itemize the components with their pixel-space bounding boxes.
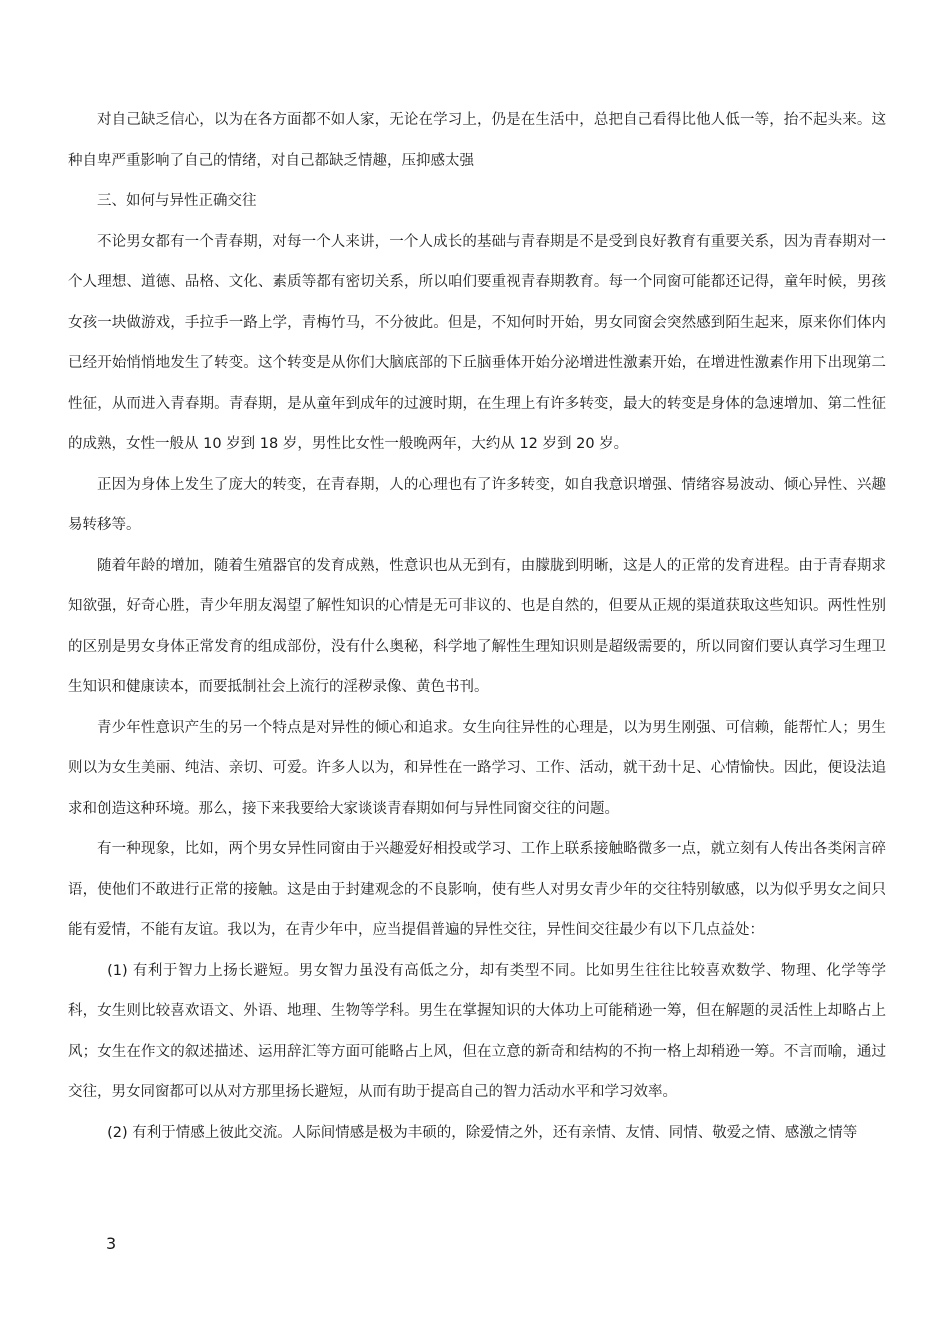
paragraph-psychological-change: 正因为身体上发生了庞大的转变，在青春期，人的心理也有了许多转变，如自我意识增强、情绪容易波动、倾心异性、兴趣易转移等。 bbox=[68, 476, 886, 533]
page-number: 3 bbox=[106, 1234, 117, 1253]
paragraph-puberty: 不论男女都有一个青春期，对每一个人来讲，一个人成长的基础与青春期是不是受到良好教育有重要关系，因为青春期对一个人理想、道德、品格、文化、素质等都有密切关系，所以咱们要重视青春期教育。每一个同窗可能都还记得，童年时候，男孩女孩一块做游戏，手拉手一路上学，青梅竹马，不分彼此。但是，不知何时开始，男女同窗会突然感到陌生起来，原来你们体内已经开始悄悄地发生了转变。这个转变是从你们大脑底部的下丘脑垂体开始分泌增进性激素开始，在增进性激素作用下出现第二性征，从而进入青春期。青春期，是从童年到成年的过渡时期，在生理上有许多转变，最大的转变是身体的急速增加、第二性征的成熟，女性一般从 10 岁到 18 岁，男性比女性一般晚两年，大约从 12 岁到 20 岁。 bbox=[68, 233, 886, 452]
paragraph-self-confidence: 对自己缺乏信心，以为在各方面都不如人家，无论在学习上，仍是在生活中，总把自己看得比他人低一等，抬不起头来。这种自卑严重影响了自己的情绪，对自己都缺乏情趣，压抑感太强 bbox=[68, 112, 886, 169]
paragraph-sexual-awareness: 随着年龄的增加，随着生殖器官的发育成熟，性意识也从无到有，由朦胧到明晰，这是人的正常的发育进程。由于青春期求知欲强，好奇心胜，青少年朋友渴望了解性知识的心情是无可非议的、也是自然的，但要从正规的渠道获取这些知识。两性性别的区别是男女身体正常发育的组成部份，没有什么奥秘，科学地了解性生理知识则是超级需要的，所以同窗们要认真学习生理卫生知识和健康读本，而要抵制社会上流行的淫秽录像、黄色书刊。 bbox=[68, 557, 886, 695]
list-item-intellect: (1) 有利于智力上扬长避短。男女智力虽没有高低之分，却有类型不同。比如男生往往比较喜欢数学、物理、化学等学科，女生则比较喜欢语文、外语、地理、生物等学科。男生在掌握知识的大体功上可能稍逊一筹，但在解题的灵活性上却略占上风；女生在作文的叙述描述、运用辞汇等方面可能略占上风，但在立意的新奇和结构的不拘一格上却稍逊一筹。不言而喻，通过交往，男女同窗都可以从对方那里扬长避短，从而有助于提高自己的智力活动水平和学习效率。 bbox=[68, 962, 886, 1100]
document-body bbox=[68, 100, 886, 1153]
section-heading: 三、如何与异性正确交往 bbox=[97, 193, 257, 209]
paragraph-attraction: 青少年性意识产生的另一个特点是对异性的倾心和追求。女生向往异性的心理是，以为男生刚强、可信赖，能帮忙人；男生则以为女生美丽、纯洁、亲切、可爱。许多人以为，和异性在一路学习、工作、活动，就干劲十足、心情愉快。因此，便设法追求和创造这种环境。那么，接下来我要给大家谈谈青春期如何与异性同窗交往的问题。 bbox=[68, 719, 886, 817]
list-item-emotion: (2) 有利于情感上彼此交流。人际间情感是极为丰硕的，除爱情之外，还有亲情、友情、同情、敬爱之情、感激之情等 bbox=[107, 1124, 858, 1141]
paragraph-gossip-phenomenon: 有一种现象，比如，两个男女异性同窗由于兴趣爱好相投或学习、工作上联系接触略微多一点，就立刻有人传出各类闲言碎语，使他们不敢进行正常的接触。这是由于封建观念的不良影响，使有些人对男女青少年的交往特别敏感，以为似乎男女之间只能有爱情，不能有友谊。我以为，在青少年中，应当提倡普遍的异性交往，异性间交往最少有以下几点益处： bbox=[68, 841, 886, 938]
